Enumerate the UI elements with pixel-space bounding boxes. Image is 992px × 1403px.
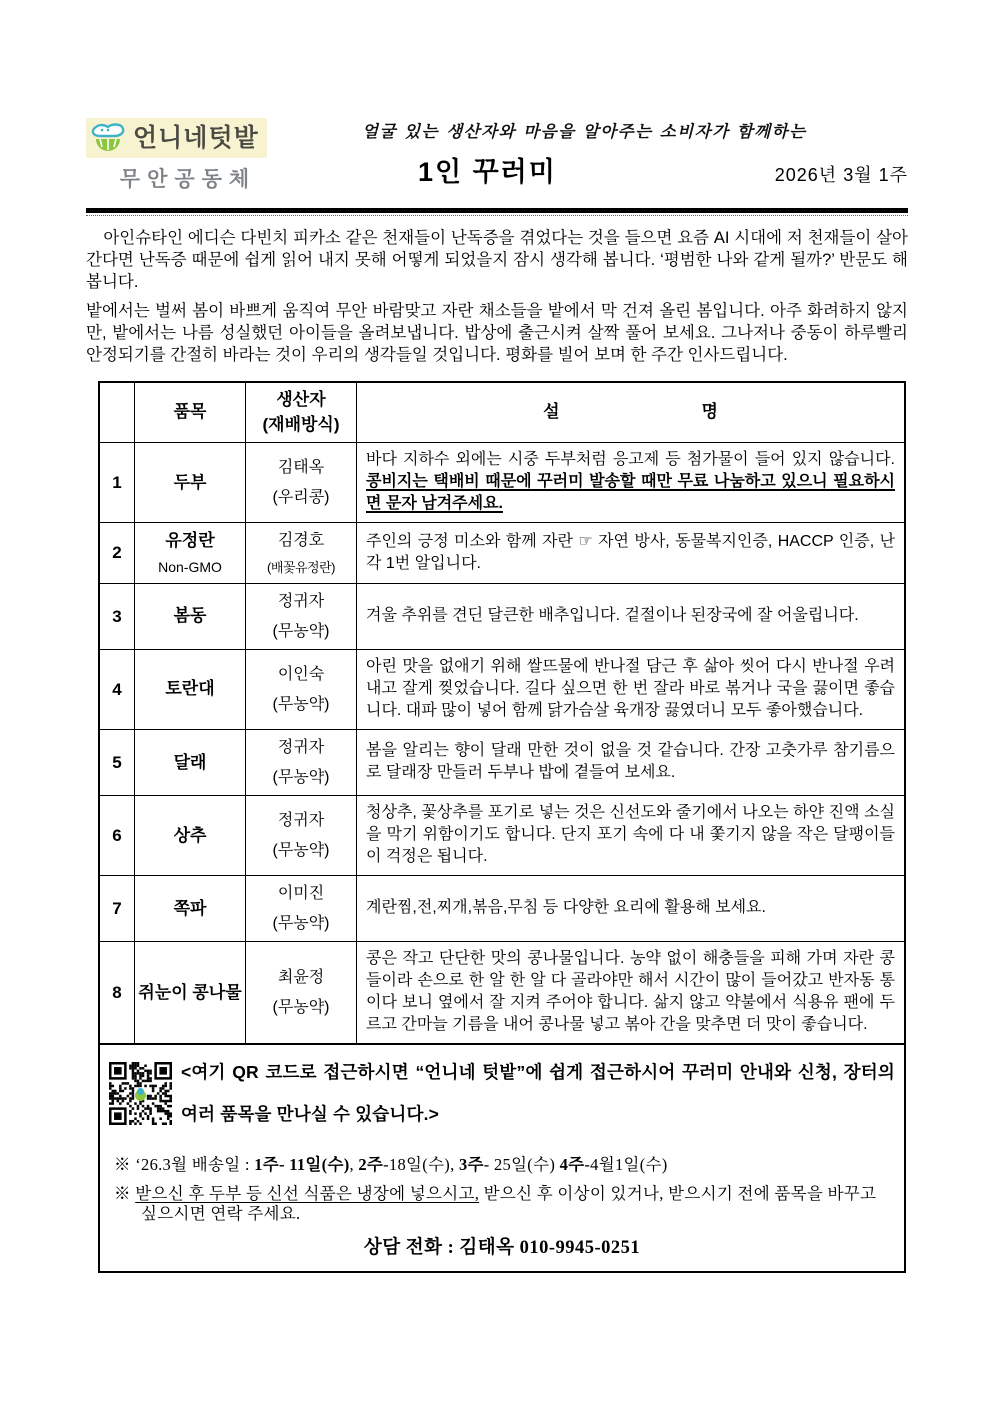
description-cell: 바다 지하수 외에는 시중 두부처럼 응고제 등 첨가물이 들어 있지 않습니다. 콩비지는 택배비 때문에 꾸러미 발송할 때만 무료 나눔하고 있으니 필요하시면 문자 남겨주세요. [357, 443, 905, 523]
newsletter-title: 1인 꾸러미 [418, 157, 557, 187]
content-box [98, 381, 906, 1273]
producer-cell: 이인숙 (무농약) [246, 650, 357, 730]
producer-cell: 이미진 (무농약) [246, 876, 357, 942]
producer-cell: 김태옥 (우리콩) [246, 443, 357, 523]
table-row [100, 876, 904, 942]
item-cell: 유정란 Non-GMO [135, 523, 246, 584]
item-cell: 달래 [135, 730, 246, 796]
row-number-cell: 1 [100, 443, 135, 523]
row-number-cell: 2 [100, 523, 135, 584]
description-cell: 청상추, 꽃상추를 포기로 넣는 것은 신선도와 줄기에서 나오는 하얀 진액 소실을 막기 위함이기도 합니다. 단지 포기 속에 다 내 쫓기지 않을 작은 달팽이들이 걱정은 됩니다. [357, 796, 905, 876]
logo-subtitle: 무안공동체 [119, 168, 257, 191]
item-cell: 쪽파 [135, 876, 246, 942]
description-cell: 겨울 추위를 견딘 달큰한 배추입니다. 겉절이나 된장국에 잘 어울립니다. [357, 583, 905, 649]
table-row [100, 523, 904, 584]
header-right [290, 118, 908, 189]
qr-code-icon [109, 1062, 172, 1125]
description-cell: 주인의 긍정 미소와 함께 자란 ☞ 자연 방사, 동물복지인증, HACCP 인증, 난각 1번 알입니다. [357, 523, 905, 584]
intro-paragraph-2: 밭에서는 벌써 봄이 바쁘게 움직여 무안 바람맞고 자란 채소들을 밭에서 막 건져 올린 봄입니다. 아주 화려하지 않지만, 밭에서는 나름 성실했던 아이들을 올려보냅니다. 밥상에 출근시켜 살짝 풀어 보세요. 그나저나 중동이 하루빨리 안정되기를 간절히 바라는 것이 우리의 생각들일 것입니다. 평화를 빌어 보며 한 주간 인사드립니다. [86, 302, 908, 364]
storage-note: ※ 받으신 후 두부 등 신선 식품은 냉장에 넣으시고, 받으신 후 이상이 있거나, 받으시기 전에 품목을 바꾸고 싶으시면 연락 주세요. [114, 1183, 877, 1223]
header-tagline: 얼굴 있는 생산자와 마음을 알아주는 소비자가 함께하는 [362, 122, 807, 141]
header-divider-dots [86, 215, 908, 216]
item-cell: 봄동 [135, 583, 246, 649]
table-header-row [100, 383, 904, 443]
producer-cell: 정귀자 (무농약) [246, 730, 357, 796]
header-divider [86, 208, 908, 213]
table-row [100, 583, 904, 649]
producer-cell: 최윤정 (무농약) [246, 942, 357, 1044]
farm-logo [86, 118, 290, 193]
row-number-cell: 6 [100, 796, 135, 876]
header-description: 설 명 [357, 383, 905, 443]
description-cell: 콩은 작고 단단한 맛의 콩나물입니다. 농약 없이 해충들을 피해 가며 자란 콩들이라 손으로 한 알 한 알 다 골라야만 해서 시간이 많이 들어갔고 반자동 통이다 보니 옆에서 잘 지켜 주어야 합니다. 삶지 않고 약불에서 식용유 팬에 두르고 간마늘 기름을 내어 콩나물 넣고 볶아 간을 맞추면 더 맛이 좋습니다. [357, 942, 905, 1044]
table-row [100, 443, 904, 523]
description-cell: 계란찜,전,찌개,볶음,무침 등 다양한 요리에 활용해 보세요. [357, 876, 905, 942]
delivery-schedule-note: ※ ‘26.3월 배송일 : 1주- 11일(수), 2주-18일(수), 3주- 25일(수) 4주-4월1일(수) [114, 1154, 668, 1174]
produce-table [100, 383, 904, 1044]
description-cell: 아린 맛을 없애기 위해 쌀뜨물에 반나절 담근 후 삶아 씻어 다시 반나절 우려내고 잘게 찢었습니다. 길다 싶으면 한 번 잘라 바로 볶거나 국을 끓이면 좋습니다. 대파 많이 넣어 함께 닭가슴살 육개장 끓였더니 모두 좋아했습니다. [357, 650, 905, 730]
notes [100, 1141, 904, 1224]
row-number-cell: 7 [100, 876, 135, 942]
row-number-cell: 3 [100, 583, 135, 649]
item-cell: 상추 [135, 796, 246, 876]
contact-phone: 상담 전화 : 김태옥 010-9945-0251 [363, 1237, 641, 1258]
producer-cell: 김경호 (배꽃유정란) [246, 523, 357, 584]
header-producer: 생산자 (재배방식) [246, 383, 357, 443]
qr-caption: <여기 QR 코드로 접근하시면 “언니네 텃밭”에 쉽게 접근하시어 꾸러미 안내와 신청, 장터의 여러 품목을 만나실 수 있습니다.> [181, 1062, 895, 1124]
table-row [100, 942, 904, 1044]
intro-paragraph-1: 아인슈타인 에디슨 다빈치 피카소 같은 천재들이 난독증을 겪었다는 것을 들으면 요즘 AI 시대에 저 천재들이 살아간다면 난독증 때문에 쉽게 읽어 내지 못해 어떻게 되었을지 잠시 생각해 봅니다. ‘평범한 나와 같게 될까?’ 반문도 해 봅니다. [86, 229, 908, 291]
logo-title: 언니네텃밭 [133, 123, 259, 152]
issue-date: 2026년 3월 1주 [774, 165, 908, 185]
producer-cell: 정귀자 (무농약) [246, 583, 357, 649]
table-row [100, 796, 904, 876]
description-cell: 봄을 알리는 향이 달래 만한 것이 없을 것 같습니다. 간장 고춧가루 참기름으로 달래장 만들러 두부나 밥에 곁들여 보세요. [357, 730, 905, 796]
qr-section [100, 1044, 904, 1140]
header-number [100, 383, 135, 443]
producer-cell: 정귀자 (무농약) [246, 796, 357, 876]
row-number-cell: 8 [100, 942, 135, 1044]
table-row [100, 730, 904, 796]
item-cell: 토란대 [135, 650, 246, 730]
row-number-cell: 4 [100, 650, 135, 730]
farm-logo-icon [90, 121, 130, 155]
item-cell: 쥐눈이 콩나물 [135, 942, 246, 1044]
table-row [100, 650, 904, 730]
header [86, 118, 908, 193]
row-number-cell: 5 [100, 730, 135, 796]
header-item: 품목 [135, 383, 246, 443]
item-cell: 두부 [135, 443, 246, 523]
